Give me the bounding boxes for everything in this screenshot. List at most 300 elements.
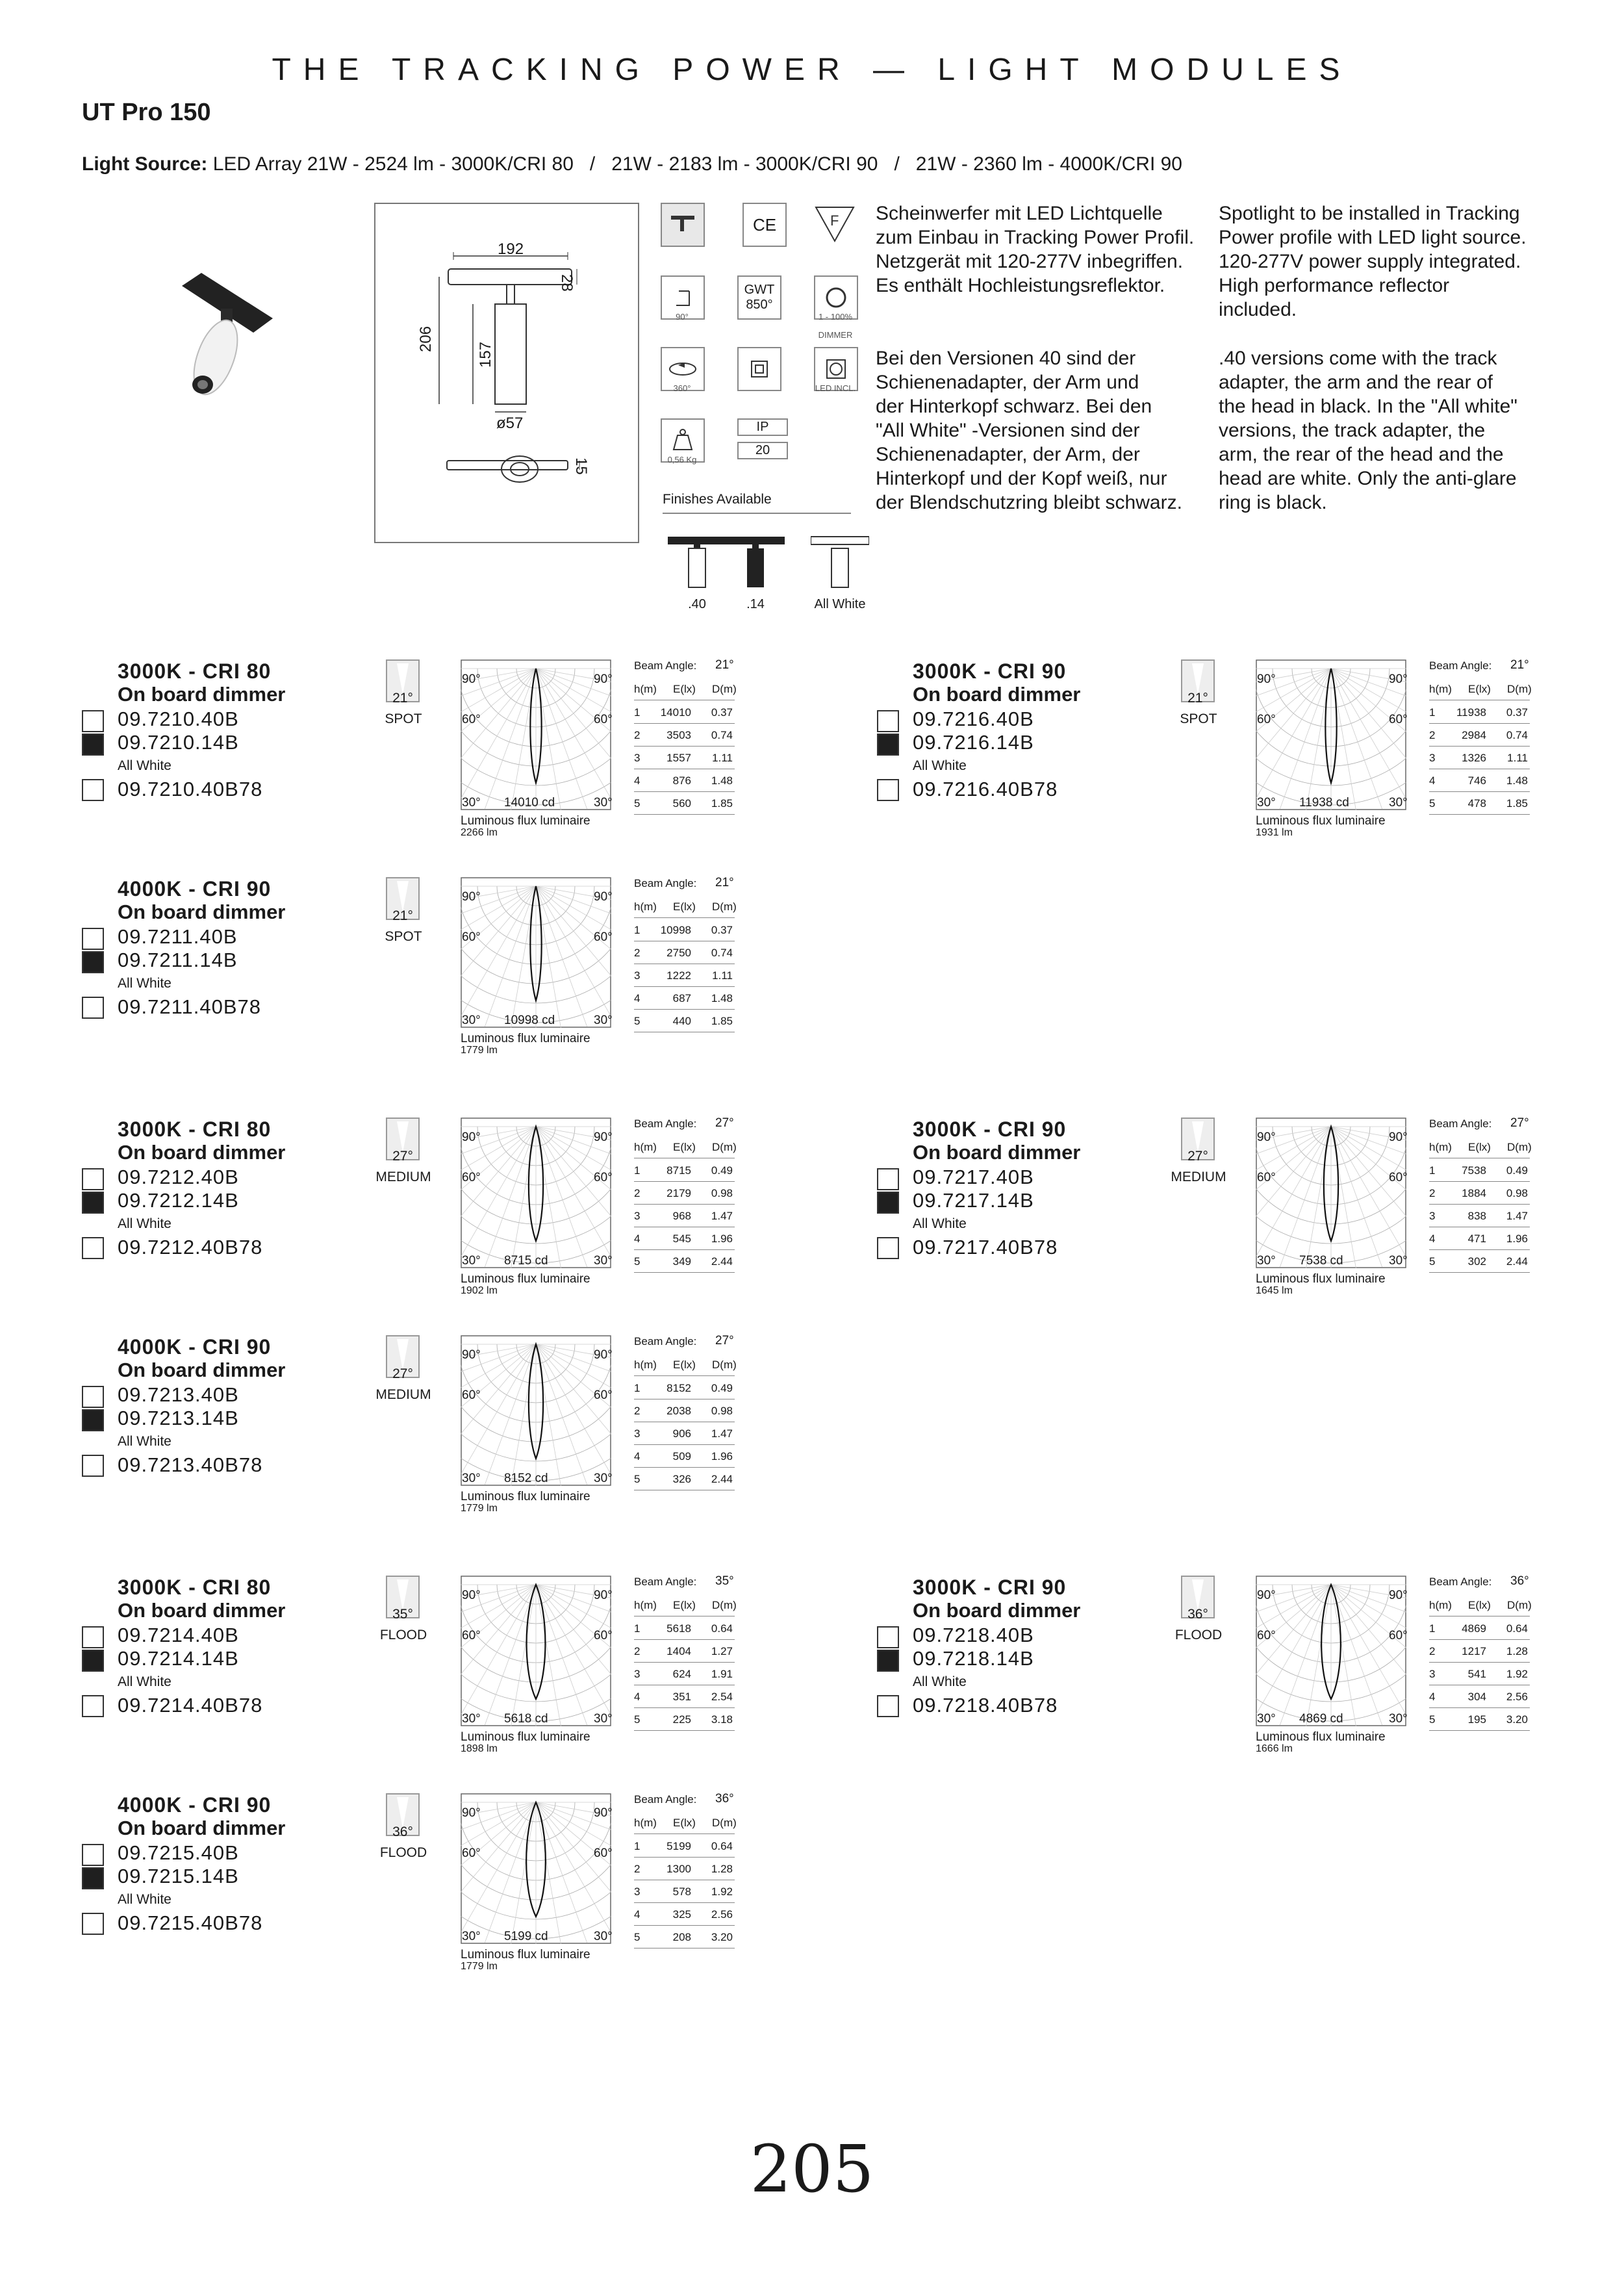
table-cell: 906 xyxy=(672,1427,691,1440)
table-cell: 3.20 xyxy=(1506,1713,1528,1726)
table-cell: 4 xyxy=(634,1908,641,1921)
luminous-flux-value: 1898 lm xyxy=(461,1743,498,1754)
finish-swatch-all-white[interactable] xyxy=(877,1695,899,1717)
table-cell: 1 xyxy=(634,1382,641,1394)
dim-diameter: ø57 xyxy=(496,415,524,432)
finish-swatch-40[interactable] xyxy=(82,1844,104,1866)
table-cell: 2.44 xyxy=(711,1473,733,1485)
table-header xyxy=(634,679,735,700)
table-row xyxy=(1429,1641,1530,1663)
beam-class: SPOT xyxy=(385,929,422,944)
table-cell: 1884 xyxy=(1462,1187,1486,1199)
table-row xyxy=(1429,1618,1530,1640)
table-header-cell: D(m) xyxy=(712,1141,737,1153)
article-code: 09.7210.40B xyxy=(118,708,239,730)
table-cell: 687 xyxy=(672,992,691,1004)
table-cell: 302 xyxy=(1467,1255,1486,1268)
beam-class: FLOOD xyxy=(379,1845,427,1860)
variant-block xyxy=(877,1576,1605,1770)
table-row xyxy=(634,1904,735,1926)
variant-block xyxy=(877,659,1605,854)
polar-label-30-right: 30° xyxy=(594,796,613,810)
table-header-cell: E(lx) xyxy=(1468,683,1491,695)
table-header-cell: E(lx) xyxy=(673,1599,696,1611)
dimmer-label: On board dimmer xyxy=(913,1599,1081,1622)
finish-swatch-14[interactable] xyxy=(82,951,104,973)
table-cell: 2 xyxy=(634,729,641,741)
table-cell: 3 xyxy=(634,969,641,982)
polar-label-90-left: 90° xyxy=(462,1806,481,1820)
table-row xyxy=(634,1446,735,1468)
polar-label-60-right: 60° xyxy=(594,713,613,726)
polar-label-30-right: 30° xyxy=(594,1930,613,1943)
table-cell: 2.44 xyxy=(1506,1255,1528,1268)
beam-class: MEDIUM xyxy=(375,1387,431,1402)
table-cell: 1.85 xyxy=(1506,797,1528,810)
table-row xyxy=(634,1641,735,1663)
beam-angle-label: Beam Angle: xyxy=(634,877,697,889)
table-cell: 1.96 xyxy=(1506,1233,1528,1245)
polar-label-90-left: 90° xyxy=(462,1589,481,1602)
beam-angle-value: 27° xyxy=(392,1149,413,1164)
polar-label-60-left: 60° xyxy=(462,713,481,726)
table-cell: 3 xyxy=(634,1668,641,1680)
beam-angle-table-value: 35° xyxy=(715,1574,734,1588)
variant-title: 3000K - CRI 90 xyxy=(913,659,1067,683)
table-cell: 3 xyxy=(1429,1668,1436,1680)
rotate-label: 360° xyxy=(673,383,691,393)
table-cell: 1 xyxy=(634,1840,641,1852)
finish-swatch-all-white[interactable] xyxy=(877,779,899,801)
table-cell: 1 xyxy=(1429,1164,1436,1177)
finish-swatch-40[interactable] xyxy=(82,928,104,950)
finish-swatch-14[interactable] xyxy=(82,1192,104,1214)
description-de-1: Scheinwerfer mit LED Lichtquelle zum Einbau in Tracking Power Profil. Netzgerät mit 120-277V inbegriffen. Es enthält Hochleistungsreflektor. xyxy=(876,203,1195,296)
finish-swatch-40[interactable] xyxy=(877,1626,899,1648)
beam-angle-label: Beam Angle: xyxy=(1429,1118,1492,1130)
table-header xyxy=(1429,1595,1530,1616)
table-row xyxy=(634,1183,735,1205)
table-cell: 1.48 xyxy=(1506,774,1528,787)
table-header-cell: h(m) xyxy=(634,901,657,913)
gwt-bottom: 850° xyxy=(746,298,773,312)
table-cell: 1404 xyxy=(666,1645,691,1657)
table-cell: 5618 xyxy=(666,1622,691,1635)
polar-diagram xyxy=(1256,659,1406,810)
table-cell: 560 xyxy=(672,797,691,810)
table-cell: 624 xyxy=(672,1668,691,1680)
polar-label-90-right: 90° xyxy=(594,1806,613,1820)
peak-intensity: 10998 cd xyxy=(504,1014,555,1027)
polar-diagram xyxy=(1256,1118,1406,1268)
square-icon xyxy=(737,347,781,391)
table-row xyxy=(1429,1183,1530,1205)
table-header-cell: D(m) xyxy=(1507,683,1532,695)
table-cell: 4 xyxy=(634,1233,641,1245)
finish-swatch-all-white[interactable] xyxy=(82,1455,104,1477)
table-cell: 2179 xyxy=(666,1187,691,1199)
finish-swatch-all-white[interactable] xyxy=(82,779,104,801)
beam-angle-label: Beam Angle: xyxy=(634,1576,697,1588)
all-white-label: All White xyxy=(913,758,967,773)
polar-label-60-right: 60° xyxy=(1389,1629,1408,1642)
article-code: 09.7210.40B78 xyxy=(118,778,263,800)
article-code: 09.7217.14B xyxy=(913,1189,1034,1212)
finish-swatch-14[interactable] xyxy=(877,1650,899,1672)
article-code: 09.7210.14B xyxy=(118,731,239,754)
f-mark-icon xyxy=(814,203,856,244)
polar-label-90-right: 90° xyxy=(1389,1589,1408,1602)
table-cell: 1.96 xyxy=(711,1450,733,1463)
f-mark-text: F xyxy=(830,212,839,229)
luminous-flux-value: 1902 lm xyxy=(461,1285,498,1296)
table-cell: 1 xyxy=(634,706,641,719)
ip-label-box: IP xyxy=(737,418,788,436)
table-cell: 5 xyxy=(634,1015,641,1027)
table-cell: 1.28 xyxy=(1506,1645,1528,1657)
table-header xyxy=(634,1595,735,1616)
table-row xyxy=(1429,1664,1530,1685)
table-cell: 0.37 xyxy=(1506,706,1528,719)
table-row xyxy=(634,1160,735,1182)
peak-intensity: 14010 cd xyxy=(504,796,555,810)
table-header-cell: D(m) xyxy=(1507,1599,1532,1611)
table-row xyxy=(1429,748,1530,769)
variant-block xyxy=(82,1793,809,1988)
luminous-flux-label: Luminous flux luminaire xyxy=(1256,814,1386,828)
finish-swatch-40[interactable] xyxy=(82,710,104,732)
table-row xyxy=(634,793,735,815)
dimmer-label: On board dimmer xyxy=(118,1141,286,1164)
table-row xyxy=(634,1882,735,1903)
peak-intensity: 4869 cd xyxy=(1299,1712,1343,1726)
peak-intensity: 5618 cd xyxy=(504,1712,548,1726)
polar-diagram xyxy=(461,1118,611,1268)
table-row xyxy=(1429,1206,1530,1227)
table-row xyxy=(634,1859,735,1880)
finish-swatch-all-white[interactable] xyxy=(877,1237,899,1259)
polar-label-60-right: 60° xyxy=(594,1629,613,1642)
table-cell: 1.11 xyxy=(712,752,733,764)
article-code: 09.7217.40B xyxy=(913,1166,1034,1188)
article-code: 09.7216.40B xyxy=(913,708,1034,730)
finish-swatch-40[interactable] xyxy=(82,1626,104,1648)
table-cell: 0.98 xyxy=(1506,1187,1528,1199)
page-title: THE TRACKING POWER — LIGHT MODULES xyxy=(272,53,1352,87)
table-cell: 968 xyxy=(672,1210,691,1222)
table-cell: 4 xyxy=(1429,1233,1436,1245)
light-source xyxy=(82,153,1182,175)
polar-label-60-right: 60° xyxy=(1389,1171,1408,1184)
beam-angle-table-value: 27° xyxy=(715,1334,734,1348)
article-code: 09.7218.40B78 xyxy=(913,1694,1058,1717)
light-source-label: Light Source: xyxy=(82,153,208,175)
variant-title: 4000K - CRI 90 xyxy=(118,877,272,901)
article-code: 09.7214.40B78 xyxy=(118,1694,263,1717)
table-header xyxy=(634,1355,735,1376)
polar-diagram xyxy=(461,1335,611,1486)
table-row xyxy=(634,771,735,792)
table-cell: 0.98 xyxy=(711,1187,733,1199)
peak-intensity: 7538 cd xyxy=(1299,1254,1343,1268)
table-row xyxy=(634,1927,735,1948)
polar-label-90-right: 90° xyxy=(594,672,613,686)
table-row xyxy=(1429,1687,1530,1708)
luminous-flux-label: Luminous flux luminaire xyxy=(461,1730,590,1744)
table-cell: 1.91 xyxy=(711,1668,733,1680)
table-cell: 5 xyxy=(634,797,641,810)
table-cell: 545 xyxy=(672,1233,691,1245)
dimmer-label: On board dimmer xyxy=(118,1359,286,1381)
luminous-flux-value: 2266 lm xyxy=(461,827,498,838)
finish-swatch-all-white[interactable] xyxy=(82,1695,104,1717)
led-incl-label: LED INCL. xyxy=(815,383,856,393)
table-row xyxy=(634,988,735,1010)
table-header-cell: E(lx) xyxy=(673,1141,696,1153)
table-cell: 326 xyxy=(672,1473,691,1485)
table-row xyxy=(1429,771,1530,792)
polar-label-60-right: 60° xyxy=(594,1171,613,1184)
table-row xyxy=(634,748,735,769)
beam-angle-label: Beam Angle: xyxy=(634,1793,697,1806)
beam-angle-value: 36° xyxy=(1187,1607,1208,1622)
table-cell: 1.28 xyxy=(711,1863,733,1875)
all-white-label: All White xyxy=(118,976,171,991)
table-header-cell: E(lx) xyxy=(1468,1141,1491,1153)
article-code: 09.7212.40B78 xyxy=(118,1236,263,1258)
table-header-cell: h(m) xyxy=(1429,1599,1452,1611)
beam-angle-table-value: 36° xyxy=(715,1792,734,1806)
table-header xyxy=(1429,1137,1530,1158)
polar-label-90-right: 90° xyxy=(594,1348,613,1362)
ip-value-box: 20 xyxy=(737,442,788,459)
variant-block xyxy=(877,1118,1605,1312)
finish-swatch-40[interactable] xyxy=(82,1386,104,1408)
polar-label-60-left: 60° xyxy=(1257,1629,1276,1642)
finish-swatch-all-white[interactable] xyxy=(82,1237,104,1259)
polar-label-90-left: 90° xyxy=(1257,1131,1276,1144)
finish-swatch-all-white[interactable] xyxy=(82,997,104,1019)
luminous-flux-label: Luminous flux luminaire xyxy=(461,1948,590,1961)
finish-swatch-14[interactable] xyxy=(82,1650,104,1672)
table-row xyxy=(634,1469,735,1490)
table-cell: 4869 xyxy=(1462,1622,1486,1635)
table-cell: 2 xyxy=(634,1863,641,1875)
table-row xyxy=(1429,725,1530,747)
beam-class: FLOOD xyxy=(379,1628,427,1642)
beam-angle-table-value: 21° xyxy=(715,658,734,672)
table-row xyxy=(1429,1229,1530,1250)
luminous-flux-label: Luminous flux luminaire xyxy=(1256,1272,1386,1286)
polar-label-30-left: 30° xyxy=(462,1254,481,1268)
table-row xyxy=(634,1836,735,1858)
page-number: 205 xyxy=(750,2131,874,2207)
beam-angle-table-value: 21° xyxy=(715,876,734,889)
table-cell: 2 xyxy=(634,1187,641,1199)
finish-swatch-14[interactable] xyxy=(82,1409,104,1431)
dimmer-label: DIMMER xyxy=(818,330,853,340)
article-code: 09.7218.14B xyxy=(913,1647,1034,1670)
variant-title: 4000K - CRI 90 xyxy=(118,1793,272,1817)
table-cell: 3503 xyxy=(666,729,691,741)
peak-intensity: 11938 cd xyxy=(1299,796,1349,810)
polar-label-30-right: 30° xyxy=(594,1014,613,1027)
table-row xyxy=(1429,1160,1530,1182)
polar-label-30-left: 30° xyxy=(462,1930,481,1943)
polar-label-60-left: 60° xyxy=(1257,713,1276,726)
table-row xyxy=(634,1011,735,1032)
finish-swatch-40[interactable] xyxy=(877,710,899,732)
beam-class: SPOT xyxy=(385,711,422,726)
table-cell: 8152 xyxy=(666,1382,691,1394)
variant-title: 3000K - CRI 80 xyxy=(118,659,272,683)
table-header-cell: h(m) xyxy=(634,1599,657,1611)
table-cell: 1300 xyxy=(666,1863,691,1875)
finish-swatch-14[interactable] xyxy=(82,1867,104,1889)
luminous-flux-label: Luminous flux luminaire xyxy=(461,1490,590,1503)
all-white-label: All White xyxy=(118,1892,171,1907)
finish-swatch-14[interactable] xyxy=(877,1192,899,1214)
finish-swatch-all-white[interactable] xyxy=(82,1913,104,1935)
table-cell: 5 xyxy=(634,1473,641,1485)
polar-label-60-right: 60° xyxy=(1389,713,1408,726)
all-white-label: All White xyxy=(118,758,171,773)
polar-diagram xyxy=(461,877,611,1028)
polar-label-90-left: 90° xyxy=(462,672,481,686)
tilt-label: 90° xyxy=(676,312,689,322)
peak-intensity: 8715 cd xyxy=(504,1254,548,1268)
light-source-text: LED Array 21W - 2524 lm - 3000K/CRI 80 / 21W - 2183 lm - 3000K/CRI 90 / 21W - 2360 lm - 4000K/CRI 90 xyxy=(212,153,1182,175)
article-code: 09.7211.40B78 xyxy=(118,995,262,1018)
polar-label-60-left: 60° xyxy=(462,1846,481,1860)
table-cell: 1.11 xyxy=(1507,752,1528,764)
table-cell: 2038 xyxy=(666,1405,691,1417)
table-header-cell: h(m) xyxy=(634,683,657,695)
table-cell: 1.85 xyxy=(711,797,733,810)
table-header-cell: D(m) xyxy=(712,1817,737,1829)
variant-block xyxy=(82,1335,809,1530)
table-cell: 1.11 xyxy=(712,969,733,982)
article-code: 09.7215.40B78 xyxy=(118,1911,263,1934)
finish-14 xyxy=(726,535,785,611)
table-cell: 0.98 xyxy=(711,1405,733,1417)
table-header-cell: D(m) xyxy=(712,1599,737,1611)
table-cell: 11938 xyxy=(1456,706,1486,719)
table-cell: 0.64 xyxy=(711,1622,733,1635)
finish-swatch-14[interactable] xyxy=(82,734,104,756)
table-cell: 1326 xyxy=(1462,752,1486,764)
description-en-1: Spotlight to be installed in Tracking Power profile with LED light source. 120-277V power supply integrated. High performance reflector included. xyxy=(1219,203,1527,320)
table-cell: 876 xyxy=(672,774,691,787)
variant-title: 3000K - CRI 90 xyxy=(913,1576,1067,1599)
polar-label-30-left: 30° xyxy=(462,1712,481,1726)
polar-label-60-right: 60° xyxy=(594,1388,613,1402)
table-cell: 1.48 xyxy=(711,992,733,1004)
table-row xyxy=(634,1378,735,1399)
polar-diagram xyxy=(461,1793,611,1944)
luminous-flux-value: 1779 lm xyxy=(461,1503,498,1514)
table-cell: 4 xyxy=(634,774,641,787)
finish-all-white-label: All White xyxy=(814,597,866,611)
table-header-cell: E(lx) xyxy=(673,901,696,913)
table-cell: 3 xyxy=(634,1427,641,1440)
table-cell: 1.47 xyxy=(1506,1210,1528,1222)
table-cell: 5 xyxy=(1429,1255,1436,1268)
table-cell: 746 xyxy=(1467,774,1486,787)
table-cell: 5 xyxy=(634,1713,641,1726)
table-row xyxy=(634,943,735,964)
beam-angle-table-value: 36° xyxy=(1510,1574,1529,1588)
table-cell: 0.64 xyxy=(711,1840,733,1852)
dimmer-label: On board dimmer xyxy=(118,683,286,706)
polar-label-60-left: 60° xyxy=(462,1629,481,1642)
finish-40 xyxy=(668,535,726,611)
table-cell: 4 xyxy=(634,1450,641,1463)
polar-label-30-left: 30° xyxy=(1257,796,1276,810)
table-cell: 1222 xyxy=(666,969,691,982)
table-cell: 541 xyxy=(1467,1668,1486,1680)
polar-label-90-right: 90° xyxy=(594,1589,613,1602)
table-cell: 351 xyxy=(672,1691,691,1703)
weight-label: 0,56 Kg xyxy=(667,455,697,465)
polar-label-30-right: 30° xyxy=(594,1712,613,1726)
table-cell: 1557 xyxy=(666,752,691,764)
article-code: 09.7213.14B xyxy=(118,1407,239,1429)
table-cell: 478 xyxy=(1467,797,1486,810)
table-row xyxy=(1429,793,1530,815)
table-cell: 2 xyxy=(634,1645,641,1657)
variant-block xyxy=(82,1118,809,1312)
table-header xyxy=(634,1813,735,1834)
finish-swatch-40[interactable] xyxy=(82,1168,104,1190)
all-white-label: All White xyxy=(118,1216,171,1231)
table-cell: 1.27 xyxy=(711,1645,733,1657)
article-code: 09.7212.40B xyxy=(118,1166,239,1188)
finish-swatch-40[interactable] xyxy=(877,1168,899,1190)
table-cell: 1.96 xyxy=(711,1233,733,1245)
finish-14-label: .14 xyxy=(746,597,765,611)
beam-angle-value: 35° xyxy=(392,1607,413,1622)
article-code: 09.7212.14B xyxy=(118,1189,239,1212)
polar-label-30-right: 30° xyxy=(1389,796,1408,810)
dimmer-range: 1 - 100% xyxy=(818,312,853,322)
beam-angle-label: Beam Angle: xyxy=(634,1335,697,1348)
table-cell: 8715 xyxy=(666,1164,691,1177)
beam-angle-value: 21° xyxy=(1187,691,1208,706)
table-cell: 5199 xyxy=(666,1840,691,1852)
table-cell: 1.47 xyxy=(711,1210,733,1222)
beam-angle-value: 27° xyxy=(1187,1149,1208,1164)
table-header-cell: D(m) xyxy=(1507,1141,1532,1153)
polar-label-90-left: 90° xyxy=(1257,1589,1276,1602)
table-cell: 208 xyxy=(672,1931,691,1943)
polar-label-90-left: 90° xyxy=(462,890,481,904)
polar-diagram xyxy=(461,659,611,810)
variant-title: 4000K - CRI 90 xyxy=(118,1335,272,1359)
table-cell: 0.74 xyxy=(711,947,733,959)
beam-class: MEDIUM xyxy=(1171,1169,1226,1184)
dimmer-label: On board dimmer xyxy=(118,1817,286,1839)
table-row xyxy=(634,920,735,941)
table-header xyxy=(1429,679,1530,700)
variant-block xyxy=(82,877,809,1072)
table-cell: 3 xyxy=(1429,752,1436,764)
product-photo xyxy=(175,273,279,403)
table-header-cell: h(m) xyxy=(1429,1141,1452,1153)
article-code: 09.7213.40B xyxy=(118,1383,239,1406)
finish-swatch-14[interactable] xyxy=(877,734,899,756)
table-row xyxy=(634,1687,735,1708)
